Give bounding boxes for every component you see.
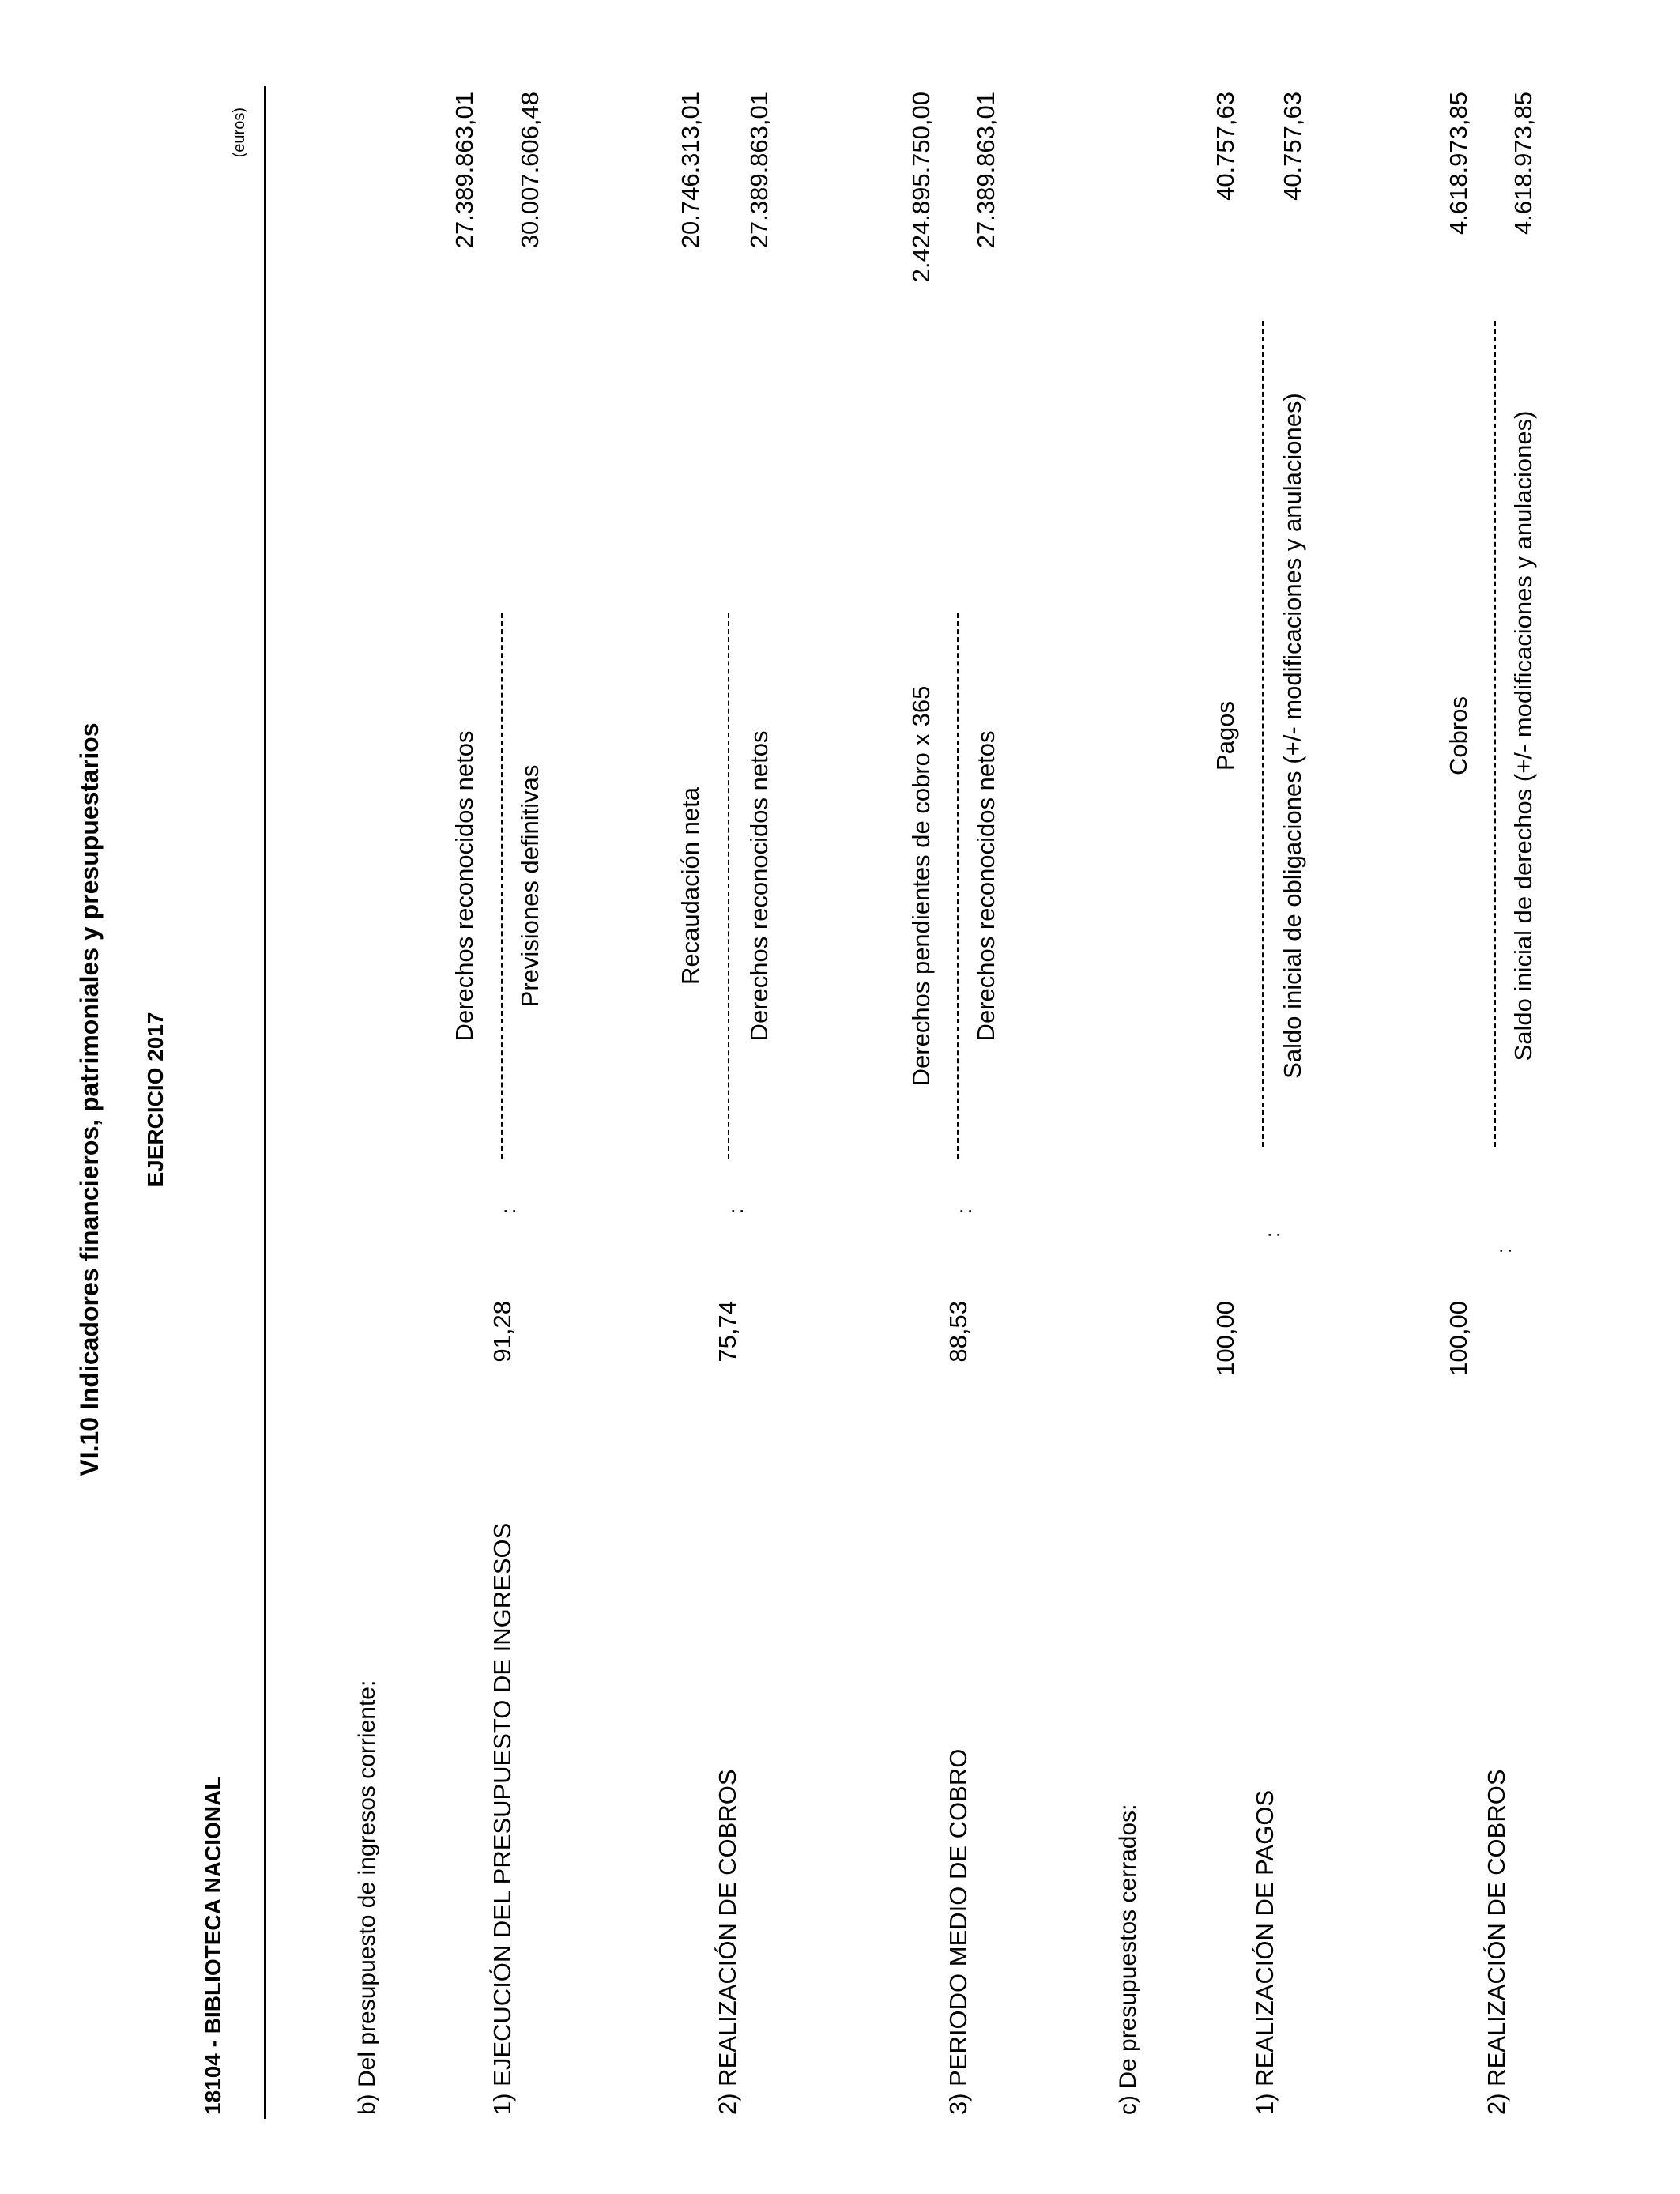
colon-separator: :: [1260, 1231, 1284, 1238]
denominator-amount: 4.618.973,85: [1509, 92, 1537, 236]
fraction-line: [728, 613, 729, 1159]
indicator-label: 1) REALIZACIÓN DE PAGOS: [1251, 1789, 1279, 2115]
numerator-label: Pagos: [1211, 701, 1239, 771]
numerator-amount: 27.389.863,01: [450, 92, 478, 249]
denominator-label: Derechos reconocidos netos: [972, 730, 1000, 1042]
colon-separator: :: [724, 1208, 748, 1214]
report-subtitle: EJERCICIO 2017: [143, 1012, 168, 1187]
denominator-amount: 27.389.863,01: [745, 92, 773, 249]
colon-separator: :: [496, 1208, 520, 1214]
indicator-value: 100,00: [1445, 1301, 1472, 1376]
numerator-amount: 2.424.895.750,00: [907, 92, 935, 283]
entity-name: 18104 - BIBLIOTECA NACIONAL: [201, 1776, 225, 2115]
numerator-label: Recaudación neta: [676, 787, 704, 985]
report-title: VI.10 Indicadores financieros, patrimoniales y presupuestarios: [75, 722, 104, 1476]
numerator-amount: 4.618.973,85: [1445, 92, 1472, 236]
fraction-line: [1262, 321, 1264, 1147]
indicator-value: 91,28: [488, 1301, 516, 1363]
fraction-line: [1494, 321, 1496, 1147]
numerator-label: Cobros: [1445, 696, 1472, 775]
numerator-label: Derechos reconocidos netos: [450, 730, 478, 1042]
indicator-label: 3) PERIODO MEDIO DE COBRO: [944, 1748, 972, 2115]
denominator-amount: 27.389.863,01: [972, 92, 1000, 249]
indicator-label: 2) REALIZACIÓN DE COBROS: [714, 1769, 741, 2115]
denominator-label: Previsiones definitivas: [516, 764, 544, 1008]
indicator-label: 2) REALIZACIÓN DE COBROS: [1482, 1769, 1510, 2115]
numerator-amount: 20.746.313,01: [676, 92, 704, 249]
denominator-label: Derechos reconocidos netos: [745, 730, 773, 1042]
currency-note: (euros): [231, 107, 248, 158]
fraction-line: [501, 613, 503, 1159]
denominator-amount: 30.007.606,48: [516, 92, 544, 249]
numerator-label: Derechos pendientes de cobro x 365: [907, 685, 935, 1087]
indicator-value: 75,74: [714, 1301, 741, 1363]
denominator-amount: 40.757,63: [1279, 92, 1306, 201]
indicator-value: 88,53: [944, 1301, 972, 1363]
colon-separator: :: [952, 1208, 976, 1214]
denominator-label: Saldo inicial de derechos (+/- modificaciones y anulaciones): [1509, 410, 1537, 1061]
fraction-line: [957, 613, 959, 1159]
section-b-heading: b) Del presupuesto de ingresos corriente:: [354, 1679, 380, 2115]
denominator-label: Saldo inicial de obligaciones (+/- modificaciones y anulaciones): [1279, 393, 1306, 1079]
colon-separator: :: [1492, 1247, 1516, 1253]
indicator-value: 100,00: [1211, 1301, 1239, 1376]
section-c-heading: c) De presupuestos cerrados:: [1115, 1804, 1141, 2115]
header-rule: [264, 86, 266, 2119]
indicator-label: 1) EJECUCIÓN DEL PRESUPUESTO DE INGRESOS: [488, 1522, 516, 2115]
numerator-amount: 40.757,63: [1211, 92, 1239, 201]
